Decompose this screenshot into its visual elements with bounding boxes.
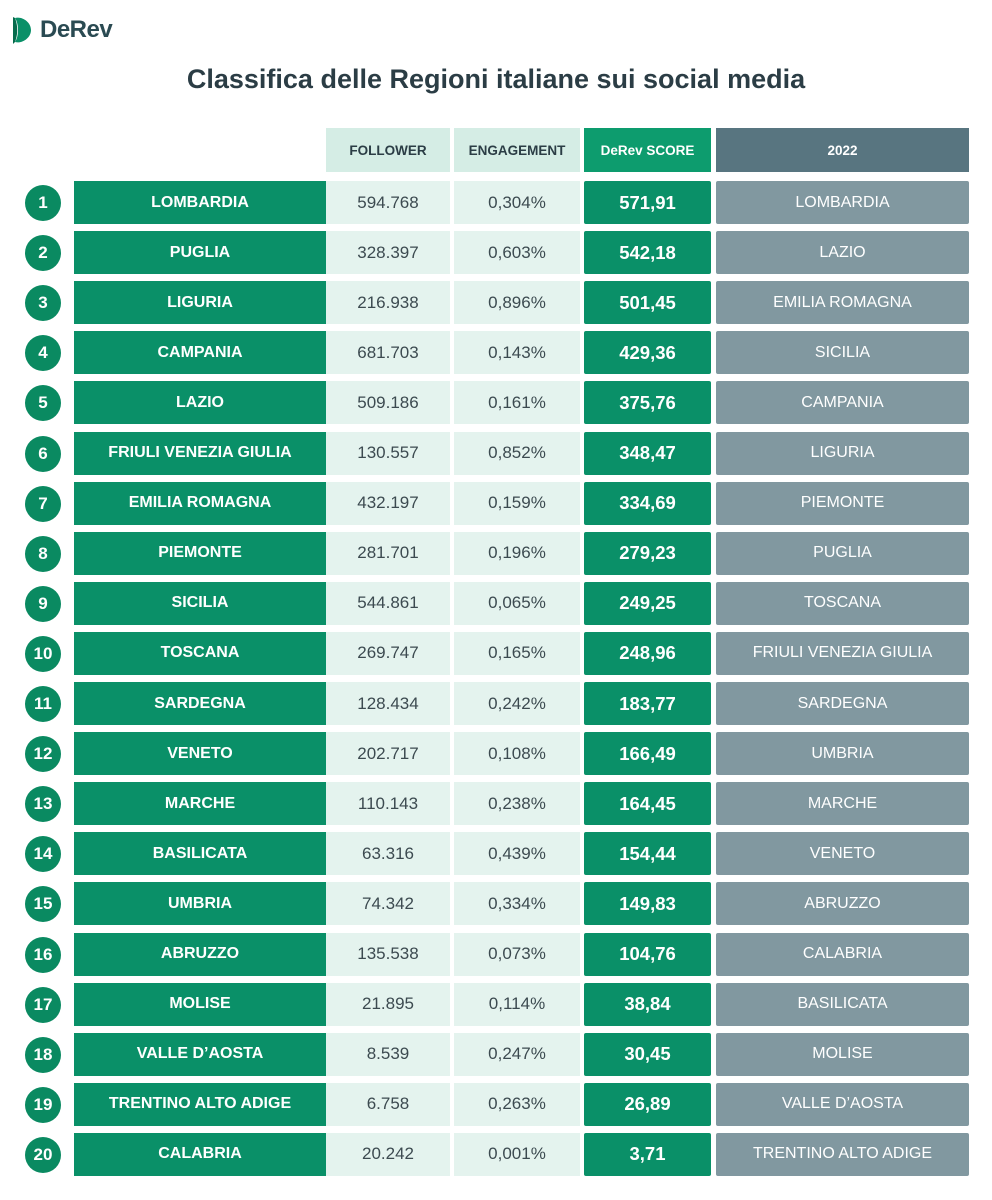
- table-row: [0, 181, 992, 224]
- derev-score: 164,45: [584, 782, 711, 825]
- region-name: TOSCANA: [74, 632, 326, 675]
- derev-score: 154,44: [584, 832, 711, 875]
- rank-badge: 17: [25, 987, 61, 1023]
- table-row: [0, 1033, 992, 1076]
- rank-2022-region: LOMBARDIA: [716, 181, 969, 224]
- follower-count: 432.197: [326, 482, 450, 525]
- rank-2022-region: ABRUZZO: [716, 882, 969, 925]
- rank-badge: 11: [25, 686, 61, 722]
- derev-score: 348,47: [584, 432, 711, 475]
- table-row: [0, 432, 992, 475]
- rank-2022-region: BASILICATA: [716, 983, 969, 1026]
- rank-badge: 13: [25, 786, 61, 822]
- derev-score: 183,77: [584, 682, 711, 725]
- table-row: [0, 882, 992, 925]
- table-row: [0, 632, 992, 675]
- table-row: [0, 532, 992, 575]
- rank-2022-region: VALLE D’AOSTA: [716, 1083, 969, 1126]
- follower-count: 21.895: [326, 983, 450, 1026]
- region-name: EMILIA ROMAGNA: [74, 482, 326, 525]
- table-row: [0, 832, 992, 875]
- rank-badge: 10: [25, 636, 61, 672]
- table-row: [0, 933, 992, 976]
- table-row: [0, 983, 992, 1026]
- header-engagement: ENGAGEMENT: [454, 128, 580, 172]
- region-name: SICILIA: [74, 582, 326, 625]
- table-row: [0, 231, 992, 274]
- rank-badge: 8: [25, 536, 61, 572]
- follower-count: 594.768: [326, 181, 450, 224]
- engagement-rate: 0,304%: [454, 181, 580, 224]
- engagement-rate: 0,896%: [454, 281, 580, 324]
- derev-score: 501,45: [584, 281, 711, 324]
- rank-badge: 16: [25, 937, 61, 973]
- engagement-rate: 0,439%: [454, 832, 580, 875]
- derev-score: 279,23: [584, 532, 711, 575]
- engagement-rate: 0,165%: [454, 632, 580, 675]
- rank-2022-region: CAMPANIA: [716, 381, 969, 424]
- rank-2022-region: CALABRIA: [716, 933, 969, 976]
- engagement-rate: 0,161%: [454, 381, 580, 424]
- rank-2022-region: SARDEGNA: [716, 682, 969, 725]
- rank-badge: 4: [25, 335, 61, 371]
- engagement-rate: 0,114%: [454, 983, 580, 1026]
- region-name: CALABRIA: [74, 1133, 326, 1176]
- region-name: MARCHE: [74, 782, 326, 825]
- engagement-rate: 0,159%: [454, 482, 580, 525]
- engagement-rate: 0,334%: [454, 882, 580, 925]
- region-name: VENETO: [74, 732, 326, 775]
- follower-count: 509.186: [326, 381, 450, 424]
- table-header: [0, 128, 992, 172]
- page-title: Classifica delle Regioni italiane sui social media: [186, 64, 806, 94]
- header-2022: 2022: [716, 128, 969, 172]
- table-row: [0, 281, 992, 324]
- table-row: [0, 682, 992, 725]
- engagement-rate: 0,852%: [454, 432, 580, 475]
- follower-count: 20.242: [326, 1133, 450, 1176]
- derev-score: 571,91: [584, 181, 711, 224]
- derev-score: 149,83: [584, 882, 711, 925]
- engagement-rate: 0,073%: [454, 933, 580, 976]
- region-name: UMBRIA: [74, 882, 326, 925]
- rank-badge: 18: [25, 1037, 61, 1073]
- table-row: [0, 1133, 992, 1176]
- rank-2022-region: PUGLIA: [716, 532, 969, 575]
- derev-score: 248,96: [584, 632, 711, 675]
- table-row: [0, 1083, 992, 1126]
- engagement-rate: 0,108%: [454, 732, 580, 775]
- table-row: [0, 782, 992, 825]
- derev-score: 30,45: [584, 1033, 711, 1076]
- rank-badge: 3: [25, 285, 61, 321]
- follower-count: 74.342: [326, 882, 450, 925]
- derev-score: 26,89: [584, 1083, 711, 1126]
- rank-badge: 9: [25, 586, 61, 622]
- derev-score: 375,76: [584, 381, 711, 424]
- rank-badge: 1: [25, 185, 61, 221]
- follower-count: 269.747: [326, 632, 450, 675]
- table-row: [0, 482, 992, 525]
- rank-badge: 2: [25, 235, 61, 271]
- follower-count: 202.717: [326, 732, 450, 775]
- header-follower: FOLLOWER: [326, 128, 450, 172]
- follower-count: 8.539: [326, 1033, 450, 1076]
- rank-badge: 6: [25, 436, 61, 472]
- rank-2022-region: LIGURIA: [716, 432, 969, 475]
- header-derev-score: DeRev SCORE: [584, 128, 711, 172]
- follower-count: 681.703: [326, 331, 450, 374]
- table-row: [0, 582, 992, 625]
- region-name: PIEMONTE: [74, 532, 326, 575]
- rank-badge: 5: [25, 385, 61, 421]
- follower-count: 130.557: [326, 432, 450, 475]
- follower-count: 128.434: [326, 682, 450, 725]
- engagement-rate: 0,242%: [454, 682, 580, 725]
- rank-2022-region: TRENTINO ALTO ADIGE: [716, 1133, 969, 1176]
- region-name: ABRUZZO: [74, 933, 326, 976]
- region-name: FRIULI VENEZIA GIULIA: [74, 432, 326, 475]
- region-name: CAMPANIA: [74, 331, 326, 374]
- region-name: BASILICATA: [74, 832, 326, 875]
- derev-score: 38,84: [584, 983, 711, 1026]
- region-name: LAZIO: [74, 381, 326, 424]
- region-name: LIGURIA: [74, 281, 326, 324]
- brand-name: DeRev: [40, 16, 113, 43]
- derev-score: 166,49: [584, 732, 711, 775]
- rank-2022-region: UMBRIA: [716, 732, 969, 775]
- rank-badge: 15: [25, 886, 61, 922]
- follower-count: 281.701: [326, 532, 450, 575]
- rank-badge: 14: [25, 836, 61, 872]
- follower-count: 110.143: [326, 782, 450, 825]
- engagement-rate: 0,603%: [454, 231, 580, 274]
- engagement-rate: 0,247%: [454, 1033, 580, 1076]
- rank-2022-region: TOSCANA: [716, 582, 969, 625]
- region-name: MOLISE: [74, 983, 326, 1026]
- rank-2022-region: MARCHE: [716, 782, 969, 825]
- derev-score: 542,18: [584, 231, 711, 274]
- engagement-rate: 0,196%: [454, 532, 580, 575]
- table-row: [0, 381, 992, 424]
- region-name: PUGLIA: [74, 231, 326, 274]
- follower-count: 63.316: [326, 832, 450, 875]
- derev-score: 104,76: [584, 933, 711, 976]
- table-row: [0, 732, 992, 775]
- rank-badge: 19: [25, 1087, 61, 1123]
- rank-2022-region: MOLISE: [716, 1033, 969, 1076]
- rank-badge: 12: [25, 736, 61, 772]
- follower-count: 135.538: [326, 933, 450, 976]
- rank-2022-region: VENETO: [716, 832, 969, 875]
- brand-logo: [12, 14, 112, 46]
- follower-count: 6.758: [326, 1083, 450, 1126]
- derev-score: 429,36: [584, 331, 711, 374]
- rank-badge: 20: [25, 1137, 61, 1173]
- derev-score: 334,69: [584, 482, 711, 525]
- follower-count: 216.938: [326, 281, 450, 324]
- region-name: LOMBARDIA: [74, 181, 326, 224]
- follower-count: 544.861: [326, 582, 450, 625]
- derev-score: 3,71: [584, 1133, 711, 1176]
- follower-count: 328.397: [326, 231, 450, 274]
- rank-badge: 7: [25, 486, 61, 522]
- rank-2022-region: FRIULI VENEZIA GIULIA: [716, 632, 969, 675]
- region-name: TRENTINO ALTO ADIGE: [74, 1083, 326, 1126]
- engagement-rate: 0,238%: [454, 782, 580, 825]
- engagement-rate: 0,143%: [454, 331, 580, 374]
- derev-score: 249,25: [584, 582, 711, 625]
- region-name: VALLE D’AOSTA: [74, 1033, 326, 1076]
- rank-2022-region: SICILIA: [716, 331, 969, 374]
- region-name: SARDEGNA: [74, 682, 326, 725]
- rank-2022-region: LAZIO: [716, 231, 969, 274]
- derev-logo-icon: [12, 14, 34, 46]
- table-row: [0, 331, 992, 374]
- engagement-rate: 0,001%: [454, 1133, 580, 1176]
- engagement-rate: 0,263%: [454, 1083, 580, 1126]
- rank-2022-region: PIEMONTE: [716, 482, 969, 525]
- rank-2022-region: EMILIA ROMAGNA: [716, 281, 969, 324]
- engagement-rate: 0,065%: [454, 582, 580, 625]
